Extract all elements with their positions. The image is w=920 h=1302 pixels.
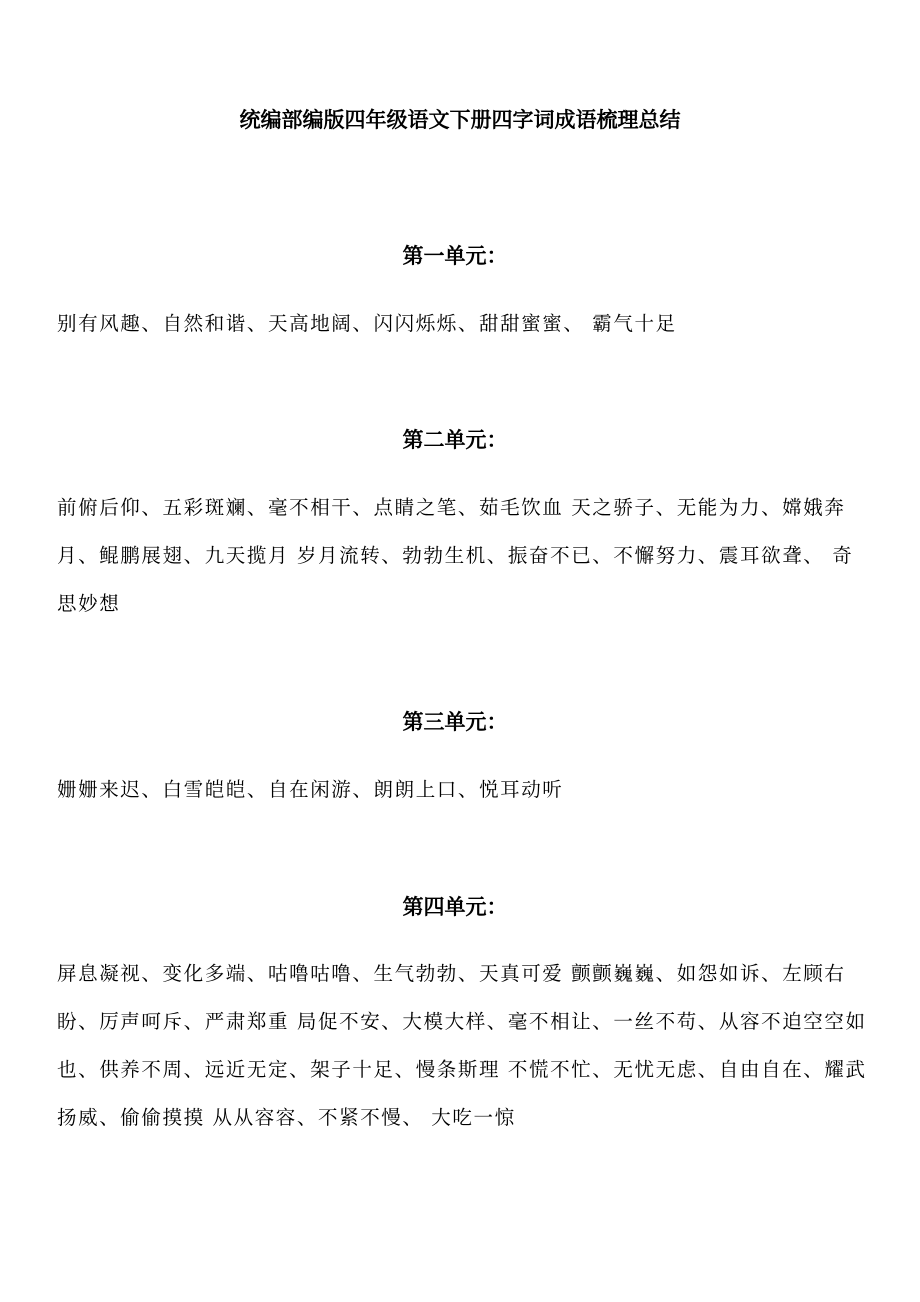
unit-1-heading: 第一单元： [402,243,508,268]
unit-3-heading: 第三单元： [402,709,508,734]
unit-4-heading: 第四单元： [402,894,508,919]
unit-3-idiom-list: 姗姗来迟、白雪皑皑、自在闲游、朗朗上口、悦耳动听 [57,778,564,801]
unit-1-idiom-list: 别有风趣、自然和谐、天高地阔、闪闪烁烁、甜甜蜜蜜、 霸气十足 [57,312,677,335]
unit-2-idiom-list: 前俯后仰、五彩斑斓、毫不相干、点睛之笔、茹毛饮血 天之骄子、无能为力、嫦娥奔月、鲲鹏展翅、九天揽月 岁月流转、勃勃生机、振奋不已、不懈努力、震耳欲聋、 奇思妙想 [57,496,854,615]
document-title: 统编部编版四年级语文下册四字词成语梳理总结 [239,107,681,132]
unit-4-idiom-list: 屏息凝视、变化多端、咕噜咕噜、生气勃勃、天真可爱 颤颤巍巍、如怨如诉、左顾右盼、厉声呵斥、严肃郑重 局促不安、大模大样、毫不相让、一丝不苟、从容不迫空空如也、供养不周、远近无定、架子十足、慢条斯理 不慌不忙、无忧无虑、自由自在、耀武扬威、偷偷摸摸 从从容容、不紧不慢、 大吃一惊 [57,962,867,1129]
unit-2-heading: 第二单元： [402,427,508,452]
